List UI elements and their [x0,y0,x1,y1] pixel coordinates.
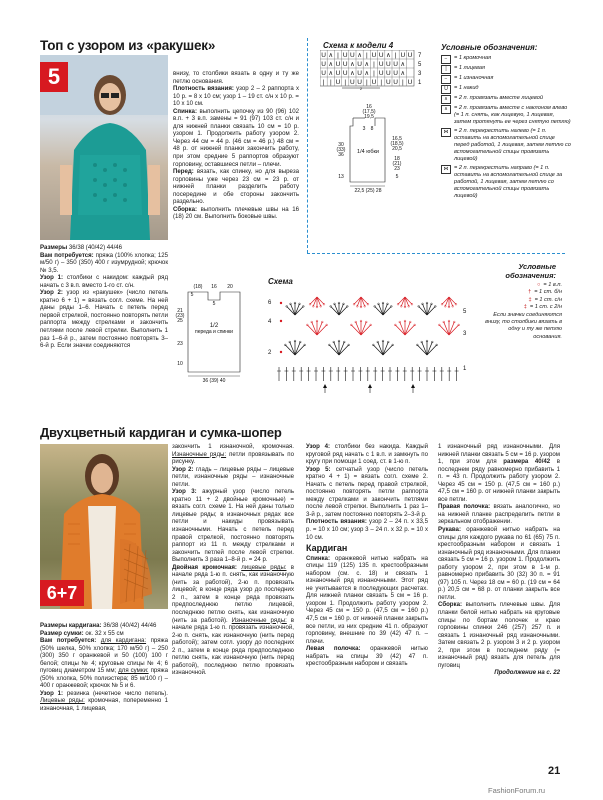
svg-text:36 (39) 40: 36 (39) 40 [202,378,226,384]
chart-fan-stitch [295,304,299,315]
chart-fan-stitch [361,297,368,304]
legend2-text: Если значки соединяются внизу, то столбики вязать в одну и ту же петлю основания. [485,311,562,340]
chart-fan-stitch [379,304,383,315]
chart-chain [458,324,460,326]
chart-chain [350,324,352,326]
section2-title: Двухцветный кардиган и сумка-шопер [40,425,282,440]
chart-row-left: 6 [268,300,272,306]
scheme-cell: | [365,52,368,59]
legend-item [441,95,571,104]
legend2-item [484,289,562,296]
chart-row-left: 4 [268,319,272,325]
chart-fan-stitch [449,322,454,335]
chart-fan-stitch [405,322,410,335]
svg-text:20,5: 20,5 [392,146,402,152]
chart-row-right: 5 [463,309,467,315]
chart-chain [323,303,325,305]
svg-text:5: 5 [190,292,194,298]
svg-text:22,5 (25) 28: 22,5 (25) 28 [354,188,382,194]
legend-text: = 2 п. перекрестить направо (= 1 п. оставить на вспомогательной спице за работой, 1 лицевая, затем петлю со вспомогательной спицы провязать лицевой) [454,164,563,200]
s2-col4-p: Рукава: оранжевой нитью набрать на спицы для каждого рукава по 61 (65) 75 п. крестообразным набором и связать 1 изнаночный ряд изнаночными. Для планки связать 5 см = 16 р. узором 1. Продолжить работу узором 2, при этом в 1-м р. равномерно прибавить 30 (32) 30 п. = 91 (97) 105 п. Через 18 см = 60 р. (19 см = 64 р.) 20,5 см = 68 р. от планки закрыть все петли. [438,526,560,601]
chart-fan-stitch [427,342,432,355]
scheme-row-label: 7 [418,53,422,59]
scheme-cell: ∧ [350,70,355,77]
scheme-cell: ∧ [328,61,334,68]
scheme-cell: ∧ [386,52,391,59]
chart-chain [374,305,376,307]
chart-fan-stitch [357,297,361,306]
chart-fan-stitch [449,297,453,306]
legend-symbol-icon: | [441,65,451,74]
scheme-cell: U [393,79,398,86]
chart-fan-stitch [449,297,456,304]
scheme-cell: U [335,70,341,77]
s2-col2-p: закончить 1 изнаночной, кромочная. Изнаночные ряды: петли провязывать по рисунку. [172,443,294,466]
chart-chain [326,324,328,326]
legend2-symbol-icon: ‡ [528,296,532,303]
chart-fan-stitch [335,304,339,315]
page-number: 21 [548,765,561,777]
chart-fan-stitch [383,345,393,355]
legend-item [441,128,571,164]
chart-fan-stitch [290,342,295,355]
svg-text:(18): (18) [193,284,203,290]
scheme-cell: | [373,61,375,68]
chart-fan-stitch [444,322,449,335]
s1-left-p: Размеры 36/38 (40/42) 44/46 [40,244,123,251]
chart-fan-stitch [383,342,388,355]
chart-fan-stitch [361,325,371,335]
vertical-divider [307,38,308,253]
legend2-list [484,282,562,341]
chart-chain [436,344,438,346]
svg-text:30: 30 [338,142,344,148]
chart-chain [346,305,348,307]
chart-fan-stitch [395,325,405,335]
chart-chain [414,324,416,326]
skirt-pattern-sketch [325,100,415,210]
scheme-row-label: 1 [418,80,422,86]
chart-fan-stitch [329,345,339,355]
chart-fan-stitch [317,325,327,335]
chart-fan-stitch [422,342,427,355]
svg-text:3: 3 [362,126,366,132]
svg-text:(17,5): (17,5) [362,109,376,115]
legend-symbol-icon: ∧ [441,105,451,114]
scheme-cell: U [386,79,391,86]
legend-list [441,55,571,202]
chart-chain [418,305,420,307]
chart-fan-stitch [417,345,427,355]
chart-fan-stitch [351,325,361,335]
chart-fan-stitch [312,322,317,335]
legend2-text: = 1 ст. б/н [534,289,562,296]
s2-col2-p: Узор 2: гладь – лицевые ряды – лицевые петли, изнаночные ряды – изнаночные петли. [172,465,294,488]
watermark: FashionForum.ru [488,786,546,795]
chart-fan-stitch [401,297,405,306]
chart-chain [348,344,350,346]
chart-chain [438,324,440,326]
s1-left-p: Вам потребуется: пряжа (100% хлопка; 125 м/50 г) – 350 (350) 400 г изумрудной; крючок № 3,5. [40,251,169,274]
chart-fan-stitch [295,306,303,315]
scheme-cell: U [357,70,362,77]
section2-left-text [40,622,168,713]
chart-fan-stitch [317,297,324,304]
svg-text:16: 16 [366,104,372,110]
section1-title: Топ с узором из «ракушек» [40,38,216,53]
shell-crochet-chart [265,285,480,395]
s1-mid-p: Спинка: выполнить цепочку из 90 (96) 102 в.п. + 3 в.п. замены = 91 (97) 103 ст. с/н и для нижней планки связать 10 см = 10 р. узором 1. Продолжить работу узором 2. Через 44 см = 44 р. (46 см = 46 р.) 48 см = 48 р. от нижней планки закончить работу, при этом средние 5 раппортов образуют горловину, оставшиеся петли – плечи. [173,107,299,168]
model-number-badge: 5 [40,62,68,92]
scheme-cell: | [322,79,325,86]
legend-text: = 2 п. провязать вместе лицевой [454,95,543,101]
scheme-cell: U [342,52,348,59]
legend-item [441,65,571,74]
scheme-cell: U [386,61,391,68]
scheme-cell: U [407,79,413,86]
chart-fan-stitch [307,325,317,335]
chart-fan-stitch [285,345,295,355]
chart-row-right: 1 [463,366,467,372]
chart-chain [286,305,288,307]
legend2-item [484,282,562,289]
chart-fan-stitch [356,322,361,335]
chart-fan-stitch [373,345,383,355]
chart-fan-stitch [361,297,365,306]
s2-col3-p: Спинка: оранжевой нитью набрать на спицы 119 (125) 135 п. крестообразным набором (см. с. 18) и связать 1 изнаночный ряд изнаночными. Этот ряд не учитывается в последующих расчетах. Для нижней планки связать 5 см = 16 р. узором 1. Продолжить работу узором 2. Через 45 см = 150 р. (47,5 см = 160 р.) 47,5 см = 160 р. от нижней планки закрыть все петли, из них средние 41 п. образуют горловину, внешние по 39 (42) 47 п. – плечи. [306,554,428,645]
legend2-text: = 1 ст. с/н [534,296,562,303]
chart-fan-stitch [334,342,339,355]
chart-arrow [411,384,415,388]
svg-text:20: 20 [227,284,233,290]
chart-chain [302,305,304,307]
section1-left-text [40,244,168,350]
chart-row-right: 3 [463,331,467,337]
chart-row-marker [280,320,282,322]
chart-row-marker [280,302,282,304]
scheme-cell: U [357,61,362,68]
scheme-cell: | [394,52,397,59]
chart-fan-stitch [400,322,405,335]
chart-chain [328,344,330,346]
chart-fan-stitch [295,345,305,355]
scheme-cell: U [321,70,326,77]
scheme-cell: ∧ [400,70,406,77]
chart-fan-stitch [383,306,391,315]
chart-fan-stitch [427,345,437,355]
chart-fan-stitch [339,342,344,355]
s2-col2-p: Двойная кромочная: лицевые ряды: в начале ряда 1-ю п. снять, как изнаночную (нить за работой), 2-ю п. провязать лицевой; в конце ряда узор до последних 2 п., затем в конце ряда провязать предпоследнюю петлю лицевой, последнюю петлю снять, как изнаночную (нить за работой). Изнаночные ряды: в начале ряда 1-ю п. провязать изнаночной, 2-ю п. снять, как изнаночную (нить перед работой); затем сотл. узору до последних 2 п., затем в конце ряда предпоследнюю петлю снять, как изнаночную (нить перед работой), последнюю петлю провязать изнаночной. [172,563,295,677]
chart-chain [304,344,306,346]
scheme-cell: U [407,52,413,59]
s1-left-p: Узор 2: узор из «ракушек» (число петель кратно 6 + 1) = вязать согл. схеме. На ней даны ряды 1–6. Начать с петель перед первой стрелкой, постоянно повторять петли раппорта между стрелками и закончить петлями после левой стрелки. Выполнить 1 раз 1–6-й р., затем постоянно повторять 3–6-й р. Если значки соединяются [40,289,168,350]
legend-symbol-icon: U [441,85,451,94]
horizontal-divider [307,253,565,254]
chart-fan-stitch [291,304,295,315]
scheme-cell: ∧ [357,52,362,59]
chart-fan-stitch [423,304,427,315]
scheme-cell: ∧ [400,61,406,68]
scheme-cell: ∧ [364,70,370,77]
chart-arrow [368,384,372,388]
chart-fan-stitch [317,297,321,306]
chart-fan-stitch [439,325,449,335]
scheme-cell: ∧ [328,52,334,59]
chart-fan-stitch [427,304,431,315]
svg-text:1/4 юбки: 1/4 юбки [357,149,379,155]
s1-mid-p: внизу, то столбики вязать в одну и ту же петлю основания. [173,70,299,85]
cardigan-heading: Кардиган [306,543,348,554]
legend-text: = 1 изнаночная [454,75,494,81]
legend-item [441,85,571,94]
chart-fan-stitch [405,297,409,306]
chart-chain [394,324,396,326]
legend-text: = 1 лицевая [454,65,485,71]
chart-row-left: 2 [268,350,272,356]
scheme-cell: U [350,79,355,86]
chart-chain [284,344,286,346]
svg-text:(21): (21) [392,161,402,167]
scheme-cell: | [329,79,332,86]
chart-fan-stitch [313,297,317,306]
legend2-symbol-icon: † [528,289,532,296]
chart-chain [434,305,436,307]
scheme-cell: U [378,52,384,59]
section1-mid-text [173,70,299,221]
scheme-row-label: 5 [418,62,422,68]
knit-scheme-grid [320,50,432,90]
scheme-cell: | [337,52,339,59]
chart-fan-stitch [354,297,361,304]
chart-fan-stitch [339,306,347,315]
top-pattern-sketch [170,282,270,397]
legend-text: = 1 накид [454,85,479,91]
svg-text:16: 16 [211,284,217,290]
chart-fan-stitch [310,297,317,304]
s2-col4-p: Сборка: выполнить плечевые швы. Для планки белой нитью набрать на круговые спицы по бортам полочек и краю горловины спинки 246 (257) 257 п. и связать 1 изнаночный ряд изнаночными. Затем связать 2 р. узором 3 и 2 р. узором 2, при этом в последнем ряду (= изнаночный ряд) вязать для петель для пуговиц [438,601,560,669]
scheme-cell: U [342,70,348,77]
scheme-cell: U [400,52,406,59]
legend2-title: Условные обозначения: [505,262,556,280]
svg-text:5: 5 [395,174,399,180]
s2-left-p: Размер сумки: ок. 32 х 55 см [40,629,124,637]
s2-col4-p: Правая полочка: вязать аналогично, но на нижней планке распределить петли в зеркальном отображении. [438,503,560,526]
legend2-symbol-icon: ○ [537,282,541,288]
chart-fan-stitch [317,322,322,335]
chart-arrow [323,384,327,388]
legend2-item [484,312,562,342]
scheme-cell: U [321,61,326,68]
scheme-title: Схема к модели 4 [323,41,394,50]
legend-item [441,55,571,64]
svg-text:21: 21 [177,308,183,314]
chart-fan-stitch [375,306,383,315]
legend2-symbol-icon: ‡ [523,304,527,311]
chart-chain [330,305,332,307]
legend-symbol-icon: − [441,75,451,84]
chart-fan-stitch [331,306,339,315]
svg-text:36: 36 [338,152,344,158]
chart-chain [370,324,372,326]
scheme-cell: U [386,70,391,77]
chart-chain [390,305,392,307]
chart-fan-stitch [445,297,449,306]
s2-col3-p: Левая полочка: оранжевой нитью набрать на спицы 39 (42) 47 п. крестообразным набором и связать [306,645,428,668]
scheme-cell: U [321,52,326,59]
legend2-item [484,304,562,311]
chart-chain [309,303,311,305]
model-number-badge-2: 6+7 [40,580,84,606]
legend-text: = 1 кромочная [454,55,492,61]
s1-left-p: Узор 1: столбики с накидом: каждый ряд начать с 3 в.п. вместо 1-го ст. с/н. [40,274,169,289]
s1-mid-p: Плотность вязания: узор 2 – 2 раппорта х 10 р. = 8 х 10 см; узор 1 – 19 ст. с/н х 10 р. = 10 х 10 см. [173,85,299,108]
chart-fan-stitch [405,325,415,335]
svg-text:переда и спинки: переда и спинки [195,329,233,335]
s1-mid-p: Сборка: выполнить плечевые швы на 16 (18) 20 см. Выполнить боковые швы. [173,205,299,221]
scheme-rapport: 2 [360,87,362,90]
svg-text:(33): (33) [336,147,346,153]
section2-col3-text [306,443,428,668]
svg-text:(18,5): (18,5) [390,141,404,147]
chart-fan-stitch [339,345,349,355]
legend2-text: = 1 ст. с 2/н [529,304,562,311]
legend-item [441,75,571,84]
s2-left-p: Узор 1: резинка (нечетное число петель). Лицевые ряды: кромочная, попеременно 1 изнаночная, 1 лицевая, [40,689,168,713]
svg-text:8: 8 [370,126,374,132]
svg-text:10: 10 [177,361,183,367]
chart-chain [455,303,457,305]
svg-text:1/2: 1/2 [209,323,219,329]
scheme-cell: U [393,61,398,68]
legend-text: = 2 п. провязать вместе с наклоном влево (= 1 п. снять, как лицевую, 1 лицевая, затем протянуть ее через снятую петлю) [454,105,571,126]
legend2-text: = 1 в.п. [543,282,562,288]
svg-text:25: 25 [177,318,183,324]
chart-fan-stitch [442,297,449,304]
svg-text:23: 23 [394,166,400,172]
legend-symbol-icon: ⋈ [441,165,451,174]
svg-text:19,5: 19,5 [364,114,374,120]
chart-fan-stitch [449,325,459,335]
legend-title: Условные обозначения: [441,43,538,52]
section2-col4-text [438,443,560,677]
chart-row-marker [280,351,282,353]
s2-col3-p: Узор 4: столбики без накида. Каждый круговой ряд начать с 1 в.п. и замкнуть по кругу при помощи 1 соед. ст. в 1-ю п. [306,443,428,466]
chart-title: Схема [268,277,293,286]
scheme-cell: U [357,79,362,86]
scheme-cell: | [365,79,368,86]
svg-text:5: 5 [212,301,216,307]
s2-col3-p: Узор 5: сетчатый узор (число петель кратно 4 + 1) = вязать согл. схеме 2. Начать с петель перед правой стрелкой, постоянно повторять петли раппорта между стрелками и закончить петлями после левой стрелки. Выполнить 1 раз 1–3-й р., затем постоянно повторять 2–3-й р. [306,465,428,518]
legend2-item [484,297,562,304]
s2-col2-p: Узор 3: ажурный узор (число петель кратно 11 + 2 двойные кромочные) = вязать согл. схеме 1. На ней даны только лицевые ряды; в изнаночных рядах все петли и накиды провязывать изнаночными. Начать с петель перед правой стрелкой, постоянно повторять раппорт из 11 п. между стрелками и закончить петлей после левой стрелки. Выполнить 3 раза 1–8-й р. = 24 р. [172,488,294,564]
chart-fan-stitch [405,297,412,304]
s2-left-p: Вам потребуется: для кардигана: пряжа (50% шелка, 50% хлопка; 170 м/50 г) – 250 (300) 350 г оранжевой и 50 (100) 100 г белой; спицы № 4; круговые спицы № 4; 6 пуговиц диаметром 15 мм; для сумки: пряжа (50% хлопка, 50% полиэстера; 85 м/100 г) – 400 г оранжевой; крючок № 5 и 6. [40,637,168,690]
legend-symbol-icon: − [441,55,451,64]
section2-col2-text [172,443,294,677]
chart-chain [416,344,418,346]
scheme-cell: ∧ [328,70,334,77]
legend-text: = 2 п. перекрестить налево (= 1 п. оставить на вспомогательной спице перед работой, 1 лицевая, затем петлю со вспомогательной спицы провязать лицевой) [454,127,571,163]
continued-note: Продолжение на с. 22 [494,669,560,677]
s1-mid-p: Перед: вязать, как спинку, но для выреза горловины уже через 23 см = 23 р. от нижней планки разделить работу посередине и обе стороны закончить раздельно. [173,168,299,206]
scheme-cell: | [344,79,347,86]
chart-chain [306,324,308,326]
chart-chain [411,303,413,305]
s2-col4-p: 1 изнаночный ряд изнаночными. Для нижней планки связать 5 см = 16 р. узором 1, при этом для размера 40/42 в последнем ряду равномерно прибавить 1 п. = 43 п. Продолжить работу узором 2. Через 45 см = 150 р. (47,5 см = 160 р.) 47,5 см = 160 р. от нижней планки закрыть все петли. [438,443,561,503]
chart-fan-stitch [419,306,427,315]
scheme-cell: ∧ [350,61,355,68]
chart-chain [372,344,374,346]
scheme-row-label: 3 [418,71,422,77]
chart-fan-stitch [339,304,343,315]
svg-text:23: 23 [177,341,183,347]
legend-item [441,165,571,201]
legend-symbol-icon: ⋈ [441,128,451,137]
scheme-cell: U [371,79,377,86]
scheme-cell: U [342,61,348,68]
s2-col3-p: Плотность вязания: узор 2 – 24 п. х 33,5 р. = 10 х 10 см; узор 3 – 24 п. х 32 р. = 10 х 10 см. [306,518,429,541]
scheme-cell: U [335,79,341,86]
scheme-cell: ∧ [364,61,370,68]
scheme-cell: U [393,70,398,77]
scheme-cell: U [350,52,355,59]
scheme-cell: | [401,79,404,86]
svg-text:(23): (23) [175,313,185,319]
chart-fan-stitch [295,342,300,355]
legend-symbol-icon: ∧ [441,95,451,104]
chart-fan-stitch [383,304,387,315]
chart-fan-stitch [361,322,366,335]
scheme-cell: U [335,61,341,68]
chart-chain [392,344,394,346]
chart-fan-stitch [427,306,435,315]
svg-text:18: 18 [394,156,400,162]
scheme-cell: | [380,79,383,86]
chart-fan-stitch [378,342,383,355]
svg-text:13: 13 [338,174,344,180]
scheme-cell: U [378,70,384,77]
scheme-cell: | [373,70,375,77]
chart-fan-stitch [398,297,405,304]
svg-text:16,5: 16,5 [392,136,402,142]
scheme-cell: U [378,61,384,68]
chart-fan-stitch [287,306,295,315]
scheme-cell: U [371,52,377,59]
s2-left-p: Размеры кардигана: 36/38 (40/42) 44/46 [40,622,157,629]
legend-item [441,105,571,127]
